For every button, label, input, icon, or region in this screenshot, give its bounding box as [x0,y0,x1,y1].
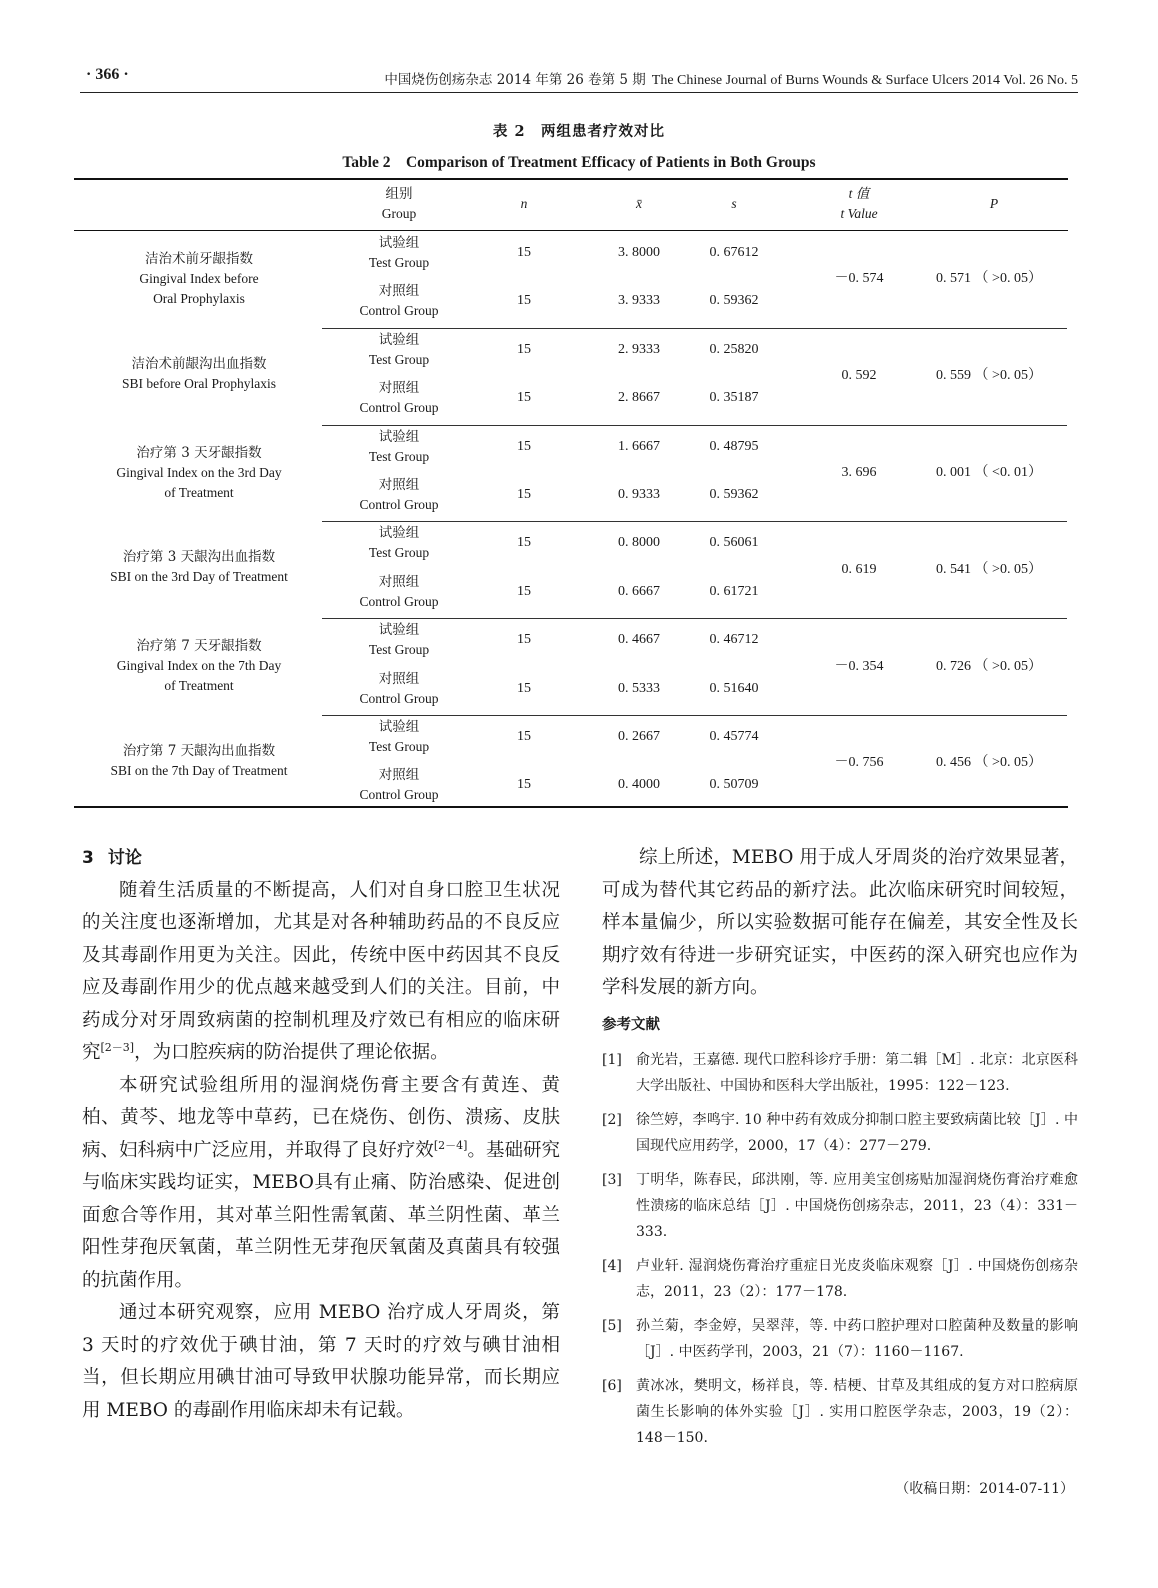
header-t [804,184,914,224]
n-value: 15 [517,487,531,502]
metric-label [74,354,324,394]
group-name-en: Test Group [368,255,430,270]
journal-title-en: The Chinese Journal of Burns Wounds & Surface Ulcers 2014 Vol. 26 No. 5 [651,73,1078,88]
mean-value: 2. 9333 [618,341,660,357]
n-value: 15 [517,390,531,406]
metric-label-cn: 治疗第 3 天龈沟出血指数 [122,549,276,566]
left-column [82,842,560,1427]
section-number: 3 [82,848,94,868]
reference-item [602,1047,1078,1099]
sd-value: 0. 25820 [709,341,759,357]
metric-label-en: Oral Prophylaxis [153,291,245,306]
reference-item [602,1167,1078,1245]
efficacy-table [74,178,1068,808]
reference-number: [3] [602,1172,622,1188]
t-value: －0. 574 [834,271,884,287]
mean-value: 3. 8000 [618,245,660,260]
n-value: 15 [517,777,531,793]
group-separator-rule [322,425,1067,426]
mean-value: 0. 9333 [618,487,660,502]
metric-label-cn: 洁治术前龈沟出血指数 [131,355,267,372]
header-group [324,184,474,224]
group-name-en: Control Group [359,303,439,319]
n-value: 15 [517,245,531,260]
reference-number: [5] [602,1318,622,1334]
group-cell [324,523,474,563]
group-name-cn: 对照组 [378,477,420,493]
paragraph-1 [82,875,560,1070]
table-bottom-rule [74,806,1068,808]
n-value: 15 [517,583,531,599]
paragraph-1-text: 随着生活质量的不断提高，人们对自身口腔卫生状况的关注度也逐渐增加，尤其是对各种辅助药品的不良反应及其毒副作用更为关注。因此，传统中医中药因其不良反应及毒副作用少的优点越来越受到人们的关注。目前，中药成分对牙周致病菌的控制机理及疗效已有相应的临床研究 [82,879,560,1063]
group-name-cn: 对照组 [378,380,420,397]
mean-value: 0. 4000 [618,777,660,793]
received-date: （收稿日期：2014-07-11） [895,1481,1074,1497]
right-column [602,842,1078,1459]
group-name-en: Test Group [368,642,430,658]
paragraph-2 [82,1070,560,1298]
header-group-en: Group [381,206,417,221]
n-value: 15 [517,293,531,309]
sd-value: 0. 59362 [709,293,759,309]
group-name-cn: 试验组 [378,428,420,445]
n-value: 15 [517,438,531,454]
group-name-en: Control Group [359,593,439,609]
conclusion-paragraph: 综上所述，MEBO 用于成人牙周炎的治疗效果显著，可成为替代其它药品的新疗法。此次临床研究时间较短，样本量偏少，所以实验数据可能存在偏差，其安全性及长期疗效有待进一步研究证实，中医药的深入研究也应作为学科发展的新方向。 [602,847,1078,998]
reference-list [602,1047,1078,1451]
mean-value: 3. 9333 [618,293,660,309]
group-cell [324,378,474,418]
group-cell [324,427,474,467]
p-value: 0. 001 （ <0. 01） [936,465,1042,480]
group-name-en: Control Group [359,497,439,512]
group-cell [324,281,474,321]
reference-text: 卢业轩. 湿润烧伤膏治疗重症日光皮炎临床观察［J］. 中国烧伤创疡杂志，2011，23（2）：177－178. [636,1258,1078,1300]
table-caption-cn: 表 2 两组患者疗效对比 [492,123,666,140]
metric-label-en: Gingival Index on the 7th Day [116,658,282,674]
group-name-en: Control Group [359,400,439,416]
n-value: 15 [517,729,531,744]
reference-number: [6] [602,1378,622,1394]
header-p: P [989,196,999,211]
metric-label-cn: 治疗第 7 天牙龈指数 [136,638,262,655]
metric-label-en: Gingival Index before [139,271,259,286]
metric-label-cn: 洁治术前牙龈指数 [145,251,253,267]
header-t-cn: t 值 [848,186,870,201]
group-name-en: Test Group [368,545,430,561]
journal-title-cn: 中国烧伤创疡杂志 2014 年第 26 卷第 5 期 [384,72,646,88]
metric-label [74,547,324,587]
n-value: 15 [517,680,531,696]
reference-text: 黄冰冰，樊明文，杨祥良，等. 桔梗、甘草及其组成的复方对口腔病原菌生长影响的体外实验［J］. 实用口腔医学杂志，2003，19（2）：148－150. [636,1378,1078,1446]
group-cell [324,620,474,660]
header-n: n [520,196,528,211]
t-value: －0. 756 [834,755,884,771]
reference-item [602,1253,1078,1305]
sd-value: 0. 61721 [709,583,759,599]
references-title: 参考文献 [602,1016,660,1033]
group-name-en: Control Group [359,787,439,803]
citation: [2－4] [433,1138,468,1152]
metric-label-cn: 治疗第 3 天牙龈指数 [136,444,262,461]
group-name-cn: 对照组 [378,283,420,300]
mean-value: 1. 6667 [618,438,660,454]
t-value: －0. 354 [834,658,884,674]
section-heading [82,842,560,875]
group-cell [324,233,474,273]
group-cell [324,475,474,515]
reference-text: 俞光岩，王嘉德. 现代口腔科诊疗手册：第二辑［M］. 北京：北京医科大学出版社、中国协和医科大学出版社，1995：122－123. [636,1052,1078,1094]
mean-value: 0. 2667 [618,729,660,744]
group-cell [324,572,474,612]
t-value: 0. 619 [841,561,877,577]
header-sd: s [731,196,737,211]
table-caption-en: Table 2 Comparison of Treatment Efficacy of Patients in Both Groups [342,154,816,171]
group-cell [324,717,474,757]
group-name-cn: 试验组 [378,331,420,348]
metric-label-en: of Treatment [164,484,234,500]
group-name-cn: 试验组 [378,622,420,639]
citation: [2－3] [100,1040,135,1054]
mean-value: 0. 8000 [618,535,660,551]
n-value: 15 [517,535,531,551]
group-name-cn: 试验组 [378,235,420,251]
reference-number: [2] [602,1112,622,1128]
page-number: · 366 · [86,66,129,83]
sd-value: 0. 50709 [709,777,759,793]
section-title: 讨论 [107,848,142,868]
reference-item [602,1373,1078,1451]
mean-value: 0. 6667 [618,583,660,599]
p-value: 0. 456 （ >0. 05） [936,755,1042,771]
metric-label-en: SBI before Oral Prophylaxis [121,375,277,391]
p-value: 0. 726 （ >0. 05） [936,658,1042,674]
t-value: 3. 696 [841,465,877,480]
paragraph-3-text: 通过本研究观察，应用 MEBO 治疗成人牙周炎，第 3 天时的疗效优于碘甘油，第 7 天时的疗效与碘甘油相当，但长期应用碘甘油可导致甲状腺功能异常，而长期应用 MEBO 的毒副作用临床却未有记载。 [82,1302,560,1421]
sd-value: 0. 35187 [709,390,759,406]
sd-value: 0. 45774 [709,729,759,744]
metric-label-cn: 治疗第 7 天龈沟出血指数 [122,743,276,759]
group-cell [324,330,474,370]
paragraph-2-tail: 。基础研究与临床实践均证实，MEBO具有止痛、防治感染、促进创面愈合等作用，其对革兰阳性需氧菌、革兰阴性菌、革兰阳性芽孢厌氧菌，革兰阴性无芽孢厌氧菌及真菌具有较强的抗菌作用。 [82,1139,560,1291]
running-header [80,66,1078,93]
sd-value: 0. 56061 [709,535,759,551]
p-value: 0. 559 （ >0. 05） [936,368,1042,384]
mean-value: 0. 4667 [618,632,660,648]
mean-value: 2. 8667 [618,390,660,406]
sd-value: 0. 59362 [709,487,759,502]
table-top-rule [74,178,1068,180]
reference-text: 丁明华，陈春民，邱洪刚，等. 应用美宝创疡贴加湿润烧伤膏治疗难愈性溃疡的临床总结［J］. 中国烧伤创疡杂志，2011，23（4）：331－333. [636,1172,1078,1240]
paragraph-2-text: 本研究试验组所用的湿润烧伤膏主要含有黄连、黄柏、黄芩、地龙等中草药，已在烧伤、创伤、溃疡、皮肤病、妇科病中广泛应用，并取得了良好疗效 [82,1074,560,1161]
group-name-cn: 试验组 [378,719,420,735]
group-name-en: Test Group [368,351,430,367]
reference-item [602,1313,1078,1365]
sd-value: 0. 67612 [709,245,759,260]
group-separator-rule [322,328,1067,329]
sd-value: 0. 51640 [709,680,759,696]
mean-value: 0. 5333 [618,680,660,696]
table-header-rule [74,230,1068,231]
group-name-en: Test Group [368,448,430,464]
n-value: 15 [517,632,531,648]
group-name-en: Control Group [359,690,439,706]
metric-label-en: Gingival Index on the 3rd Day [116,464,282,480]
t-value: 0. 592 [841,368,877,384]
group-separator-rule [322,715,1067,716]
header-t-en: t Value [840,206,878,221]
metric-label-en: SBI on the 7th Day of Treatment [110,763,288,778]
metric-label [74,443,324,503]
paragraph-1-tail: ，为口腔疾病的防治提供了理论依据。 [134,1042,449,1063]
metric-label [74,636,324,696]
n-value: 15 [517,341,531,357]
metric-label [74,249,324,309]
p-value: 0. 541 （ >0. 05） [936,561,1042,577]
paragraph-3 [82,1297,560,1427]
journal-title [384,68,1078,89]
group-name-cn: 试验组 [378,525,420,542]
metric-label-en: SBI on the 3rd Day of Treatment [110,569,288,585]
group-cell [324,669,474,709]
group-name-cn: 对照组 [378,573,420,590]
reference-item [602,1107,1078,1159]
reference-number: [1] [602,1052,622,1068]
group-separator-rule [322,521,1067,522]
reference-text: 徐竺婷，李鸣宇. 10 种中药有效成分抑制口腔主要致病菌比较［J］. 中国现代应用药学，2000，17（4）：277－279. [636,1112,1078,1154]
p-value: 0. 571 （ >0. 05） [936,271,1042,287]
group-cell [324,765,474,805]
header-group-cn: 组别 [385,186,413,202]
group-name-cn: 对照组 [378,670,420,687]
metric-label [74,741,324,781]
reference-number: [4] [602,1258,622,1274]
sd-value: 0. 46712 [709,632,759,648]
sd-value: 0. 48795 [709,438,759,454]
header-mean: x̄ [636,196,642,211]
group-separator-rule [322,618,1067,619]
group-name-en: Test Group [368,739,430,754]
metric-label-en: of Treatment [164,678,234,694]
reference-text: 孙兰菊，李金婷，吴翠萍，等. 中药口腔护理对口腔菌种及数量的影响［J］. 中医药学刊，2003，21（7）：1160－1167. [636,1318,1078,1360]
group-name-cn: 对照组 [378,767,420,784]
